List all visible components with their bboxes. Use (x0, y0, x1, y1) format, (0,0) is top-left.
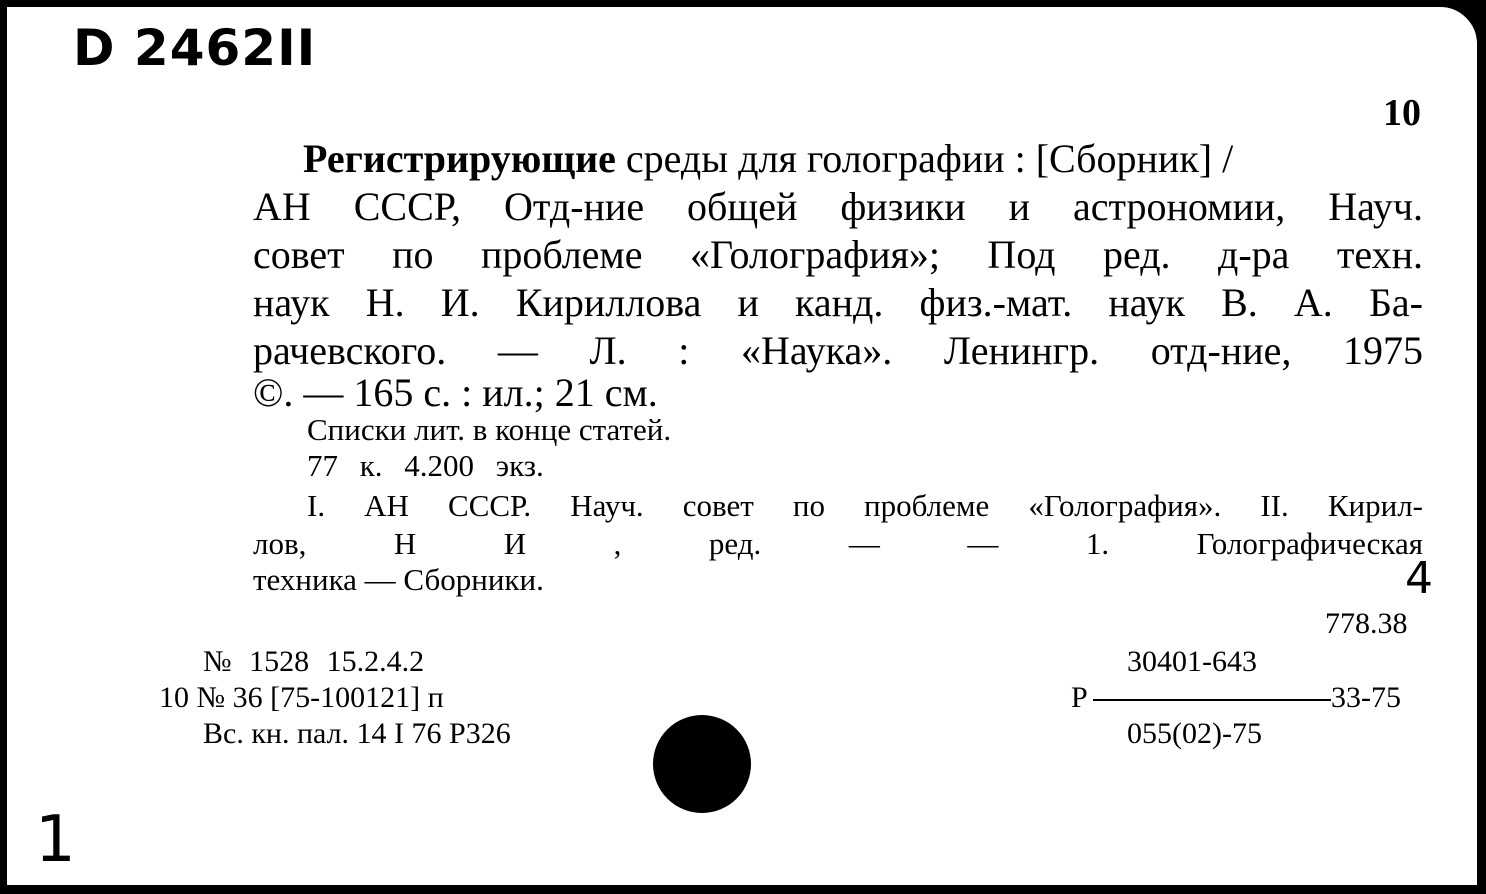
main-line-2: АН СССР, Отд-ние общей физики и астрономии, Науч. (253, 184, 1423, 229)
handwritten-mark: 4 (1405, 553, 1433, 604)
punch-hole (653, 715, 751, 813)
tracings-line-2: лов, Н И , ред. — — 1. Голографическая (253, 526, 1423, 561)
formula-prefix: Р (1071, 681, 1088, 714)
formula-top: 30401-643 (1127, 645, 1257, 678)
formula-bottom: 055(02)-75 (1127, 717, 1262, 750)
title-rest: среды для голографии : [Сборник] / (615, 136, 1234, 181)
main-line-6: ©. — 165 с. : ил.; 21 см. (253, 370, 658, 415)
left-footer-line-3: Вс. кн. пал. 14 I 76 Р326 (203, 717, 511, 750)
main-line-1 (303, 135, 1233, 183)
formula-suffix: 33-75 (1331, 681, 1401, 714)
handwritten-number: 1 (35, 803, 76, 877)
formula-rule (1093, 699, 1331, 701)
main-line-5: рачевского. — Л. : «Наука». Ленингр. отд-ние, 1975 (253, 328, 1423, 373)
left-footer-line-1: № 1528 15.2.4.2 (203, 645, 425, 678)
copy-number: 10 (1383, 92, 1421, 134)
catalog-card (4, 4, 1480, 888)
shelfmark: D 2462II (73, 19, 317, 77)
main-line-4: наук Н. И. Кириллова и канд. физ.-мат. наук В. А. Ба- (253, 280, 1423, 325)
main-line-3: совет по проблеме «Голография»; Под ред. д-ра техн. (253, 232, 1423, 277)
tracings-line-3: техника — Сборники. (253, 562, 544, 597)
left-footer-line-2: 10 № 36 [75-100121] п (159, 681, 444, 714)
notes-line-2: 77 к. 4.200 экз. (307, 448, 544, 483)
title-first-word: Регистрирующие (303, 136, 616, 181)
classification-number: 778.38 (1325, 607, 1408, 640)
tracings-line-1: I. АН СССР. Науч. совет по проблеме «Голография». II. Кирил- (307, 488, 1423, 523)
notes-line-1: Списки лит. в конце статей. (307, 412, 672, 447)
